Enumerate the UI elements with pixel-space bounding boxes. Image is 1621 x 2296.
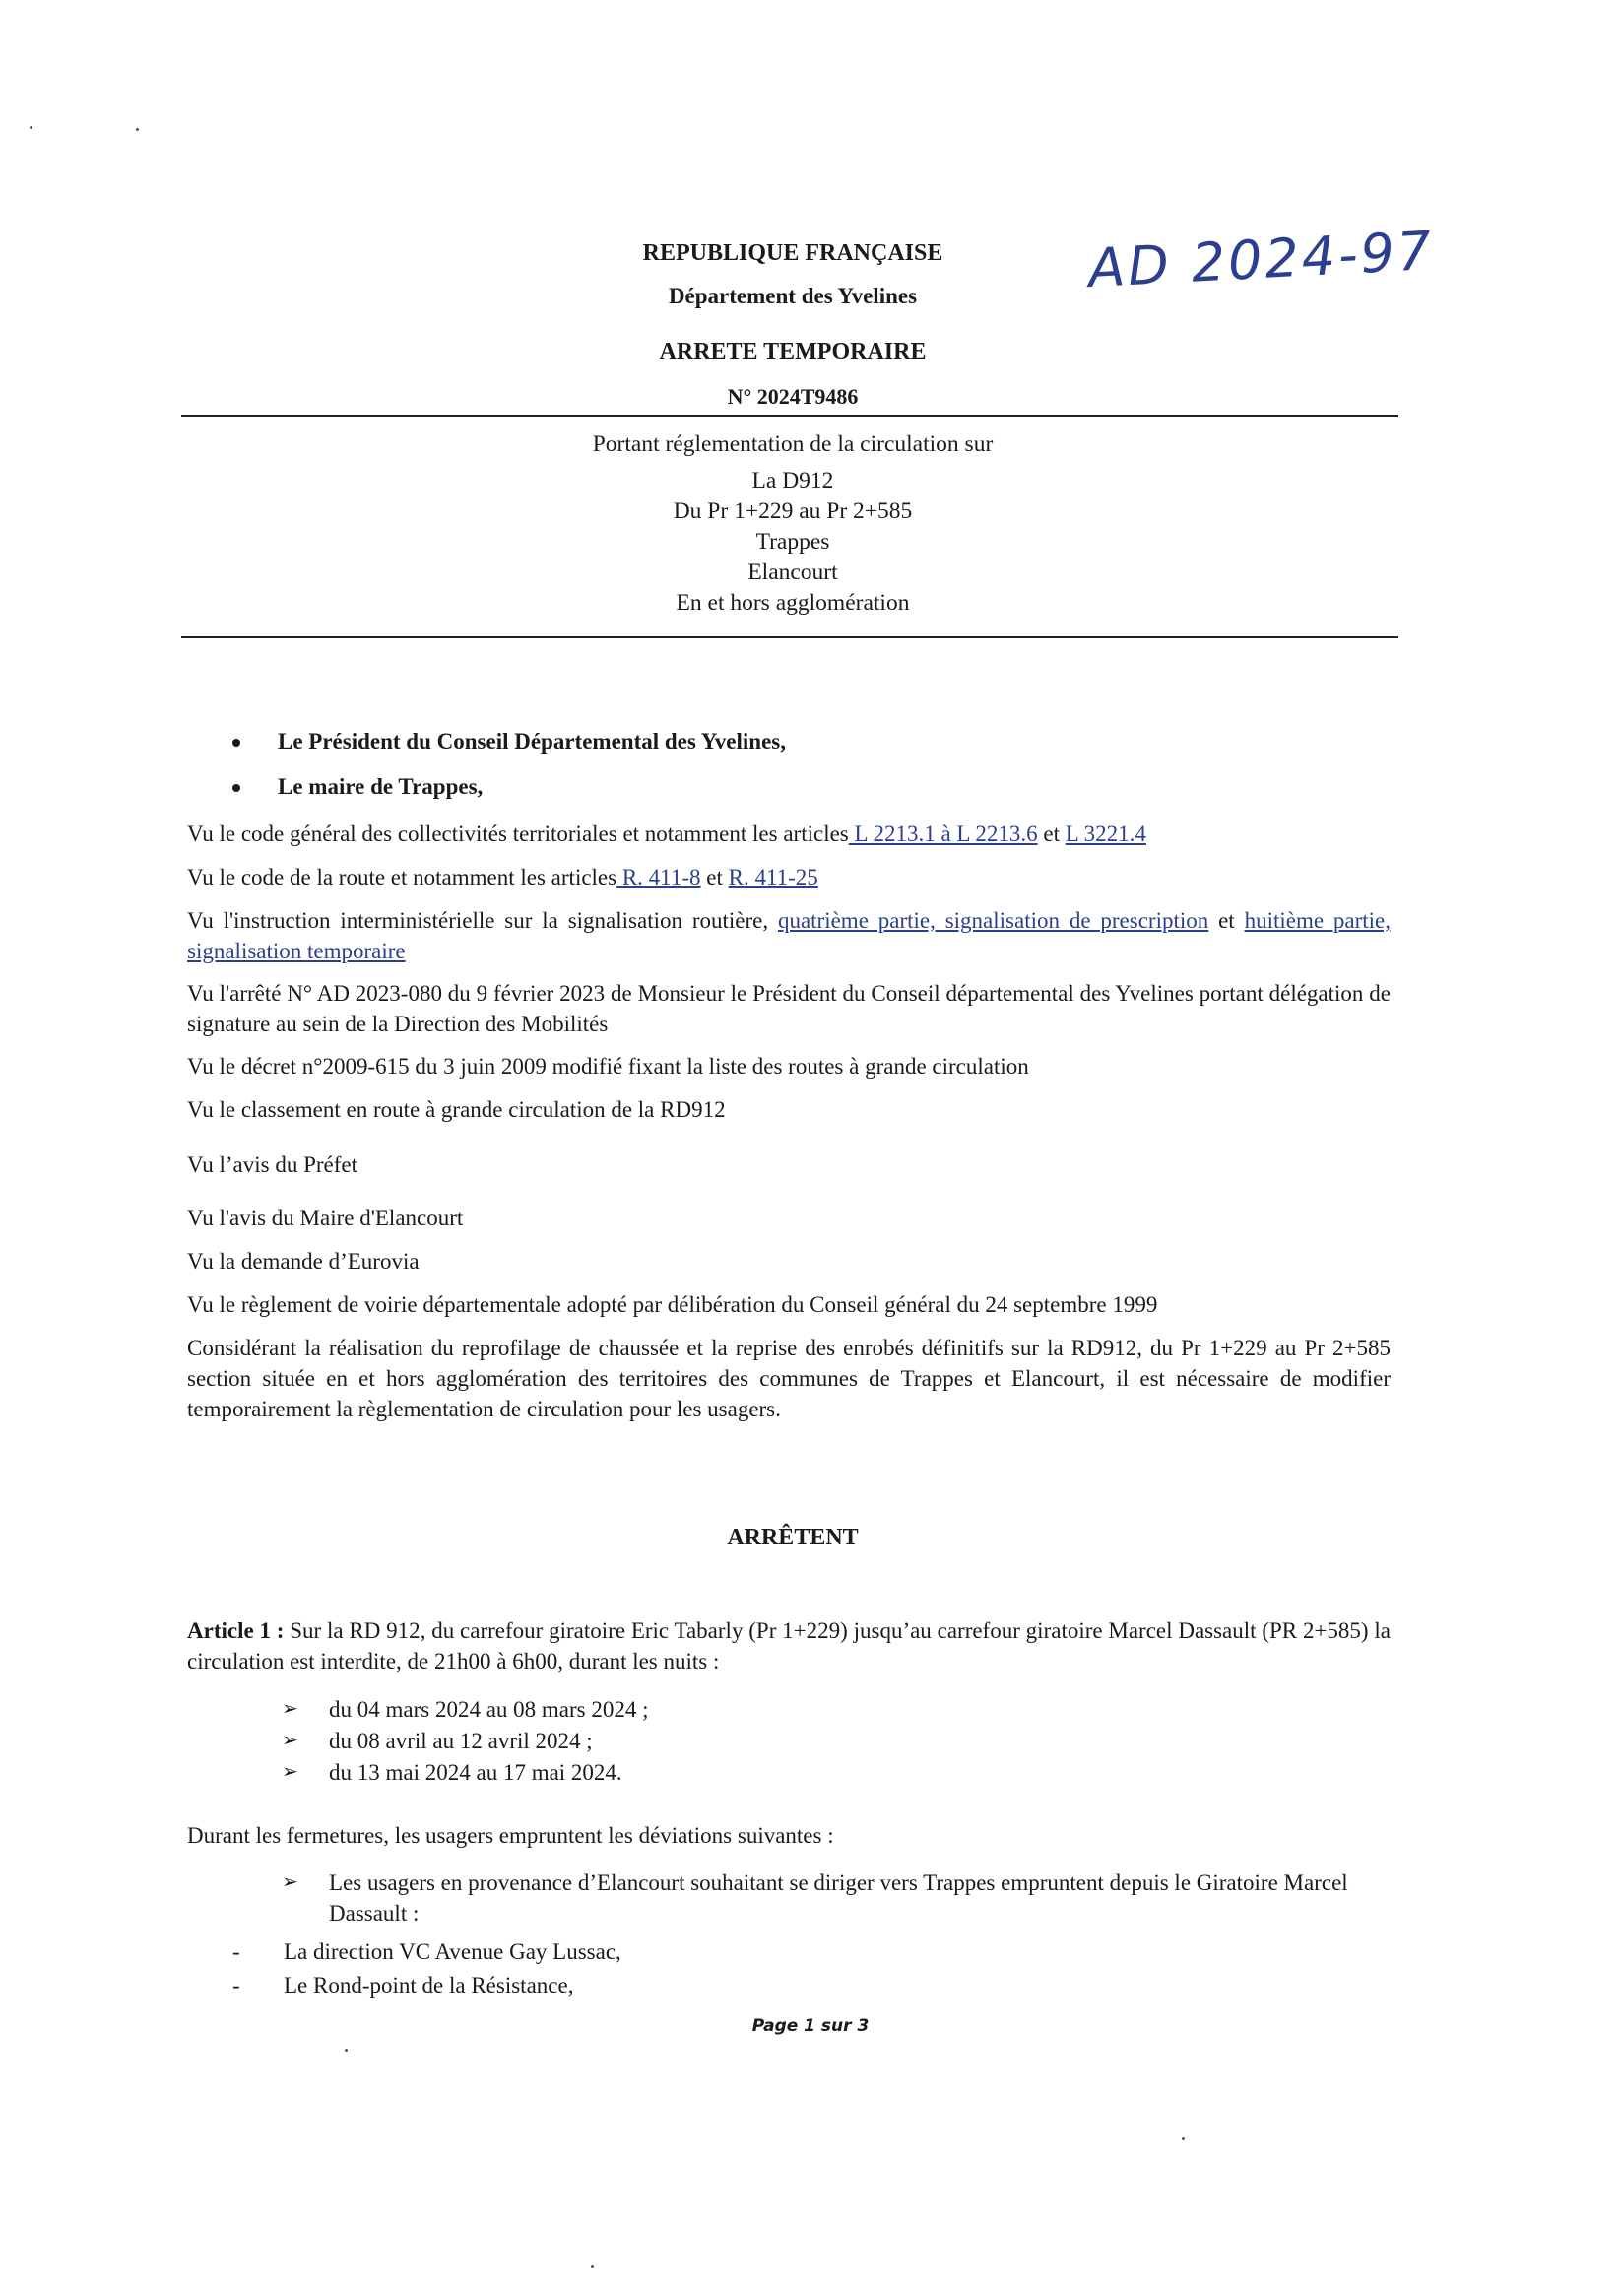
subject-line: Elancourt [747, 559, 838, 585]
dash-bullet: - [232, 1939, 240, 1964]
consideration-demande: Vu la demande d’Eurovia [187, 1249, 420, 1274]
consideration-reglement: Vu le règlement de voirie départementale adopté par délibération du Conseil général du 24 septembre 1999 [187, 1292, 1158, 1317]
scan-speck [136, 128, 139, 131]
article-link[interactable]: R. 411-25 [728, 865, 818, 889]
detour-case: ➢ Les usagers en provenance d’Elancourt souhaitant se diriger vers Trappes empruntent depuis le Giratoire Marcel Dassault : [282, 1868, 1391, 1929]
dash-bullet: - [232, 1973, 240, 1998]
closure-night-item: ➢ du 04 mars 2024 au 08 mars 2024 ; [282, 1694, 1391, 1725]
bullet-icon [232, 739, 240, 747]
consideration-decret: Vu le décret n°2009-615 du 3 juin 2009 modifié fixant la liste des routes à grande circulation [187, 1054, 1029, 1079]
doc-type-heading: ARRETE TEMPORAIRE [659, 339, 927, 364]
subject-line: La D912 [751, 468, 834, 493]
article-label: Article 1 : [187, 1618, 285, 1643]
consideration-motive: Considérant la réalisation du reprofilage de chaussée et la reprise des enrobés définitifs sur la RD912, du Pr 1+229 au Pr 2+585 section située en et hors agglomération des territoires des communes de Trappes et Elancourt, il est nécessaire de modifier temporairement la règlementation de circulation pour les usagers. [187, 1336, 1391, 1421]
consideration-code-route: Vu le code de la route et notamment les articles R. 411-8 et R. 411-25 [187, 865, 818, 889]
consideration-prefet: Vu l’avis du Préfet [187, 1152, 357, 1177]
subject-line: Du Pr 1+229 au Pr 2+585 [673, 498, 913, 524]
arrow-bullet-icon: ➢ [282, 1698, 298, 1720]
republic-heading: REPUBLIQUE FRANÇAISE [642, 240, 943, 266]
subject-line: En et hors agglomération [676, 590, 910, 616]
arrow-bullet-icon: ➢ [282, 1730, 298, 1751]
article-link[interactable]: L 3221.4 [1065, 821, 1146, 846]
consideration-maire: Vu l'avis du Maire d'Elancourt [187, 1206, 464, 1230]
consideration-instruction: Vu l'instruction interministérielle sur la signalisation routière, quatrième partie, signalisation de prescription et huitième partie, signalisation temporaire [187, 908, 1391, 963]
header-rule-top [181, 415, 1398, 417]
consideration-cgct: Vu le code général des collectivités territoriales et notamment les articles L 2213.1 à L 2213.6 et L 3221.4 [187, 821, 1146, 846]
bullet-icon [232, 784, 240, 792]
arrow-bullet-icon: ➢ [282, 1761, 298, 1783]
header-rule-bottom [181, 636, 1398, 638]
article-link[interactable]: L 2213.1 à L 2213.6 [848, 821, 1038, 846]
closure-night-item: ➢ du 13 mai 2024 au 17 mai 2024. [282, 1757, 1391, 1788]
article-link[interactable]: R. 411-8 [616, 865, 701, 889]
instruction-link[interactable]: huitième partie, signalisation temporaire [187, 908, 1391, 963]
scan-speck [1182, 2137, 1185, 2140]
detour-intro: Durant les fermetures, les usagers empruntent les déviations suivantes : [187, 1823, 834, 1848]
article-1: Article 1 : Sur la RD 912, du carrefour giratoire Eric Tabarly (Pr 1+229) jusqu’au carrefour giratoire Marcel Dassault (PR 2+585) la circulation est interdite, de 21h00 à 6h00, durant les nuits : [187, 1618, 1391, 1673]
consideration-classement: Vu le classement en route à grande circulation de la RD912 [187, 1097, 726, 1122]
scan-speck [345, 2049, 348, 2052]
decree-number: N° 2024T9486 [727, 384, 859, 409]
scan-speck [30, 126, 32, 129]
decree-heading: ARRÊTENT [727, 1525, 859, 1550]
handwritten-reference: AD 2024-97 [1086, 219, 1436, 300]
subject-line: Portant réglementation de la circulation sur [592, 431, 994, 457]
scan-speck [591, 2265, 594, 2268]
arrow-bullet-icon: ➢ [282, 1871, 298, 1893]
page-footer: Page 1 sur 3 [751, 2016, 870, 2036]
department-heading: Département des Yvelines [668, 284, 918, 308]
subject-line: Trappes [755, 529, 830, 555]
instruction-link[interactable]: quatrième partie, signalisation de prescription [777, 908, 1209, 933]
subject-block [0, 429, 1586, 619]
closure-night-item: ➢ du 08 avril au 12 avril 2024 ; [282, 1726, 1391, 1756]
consideration-arrete: Vu l'arrêté N° AD 2023-080 du 9 février 2023 de Monsieur le Président du Conseil départemental des Yvelines portant délégation de signature au sein de la Direction des Mobilités [187, 981, 1391, 1036]
